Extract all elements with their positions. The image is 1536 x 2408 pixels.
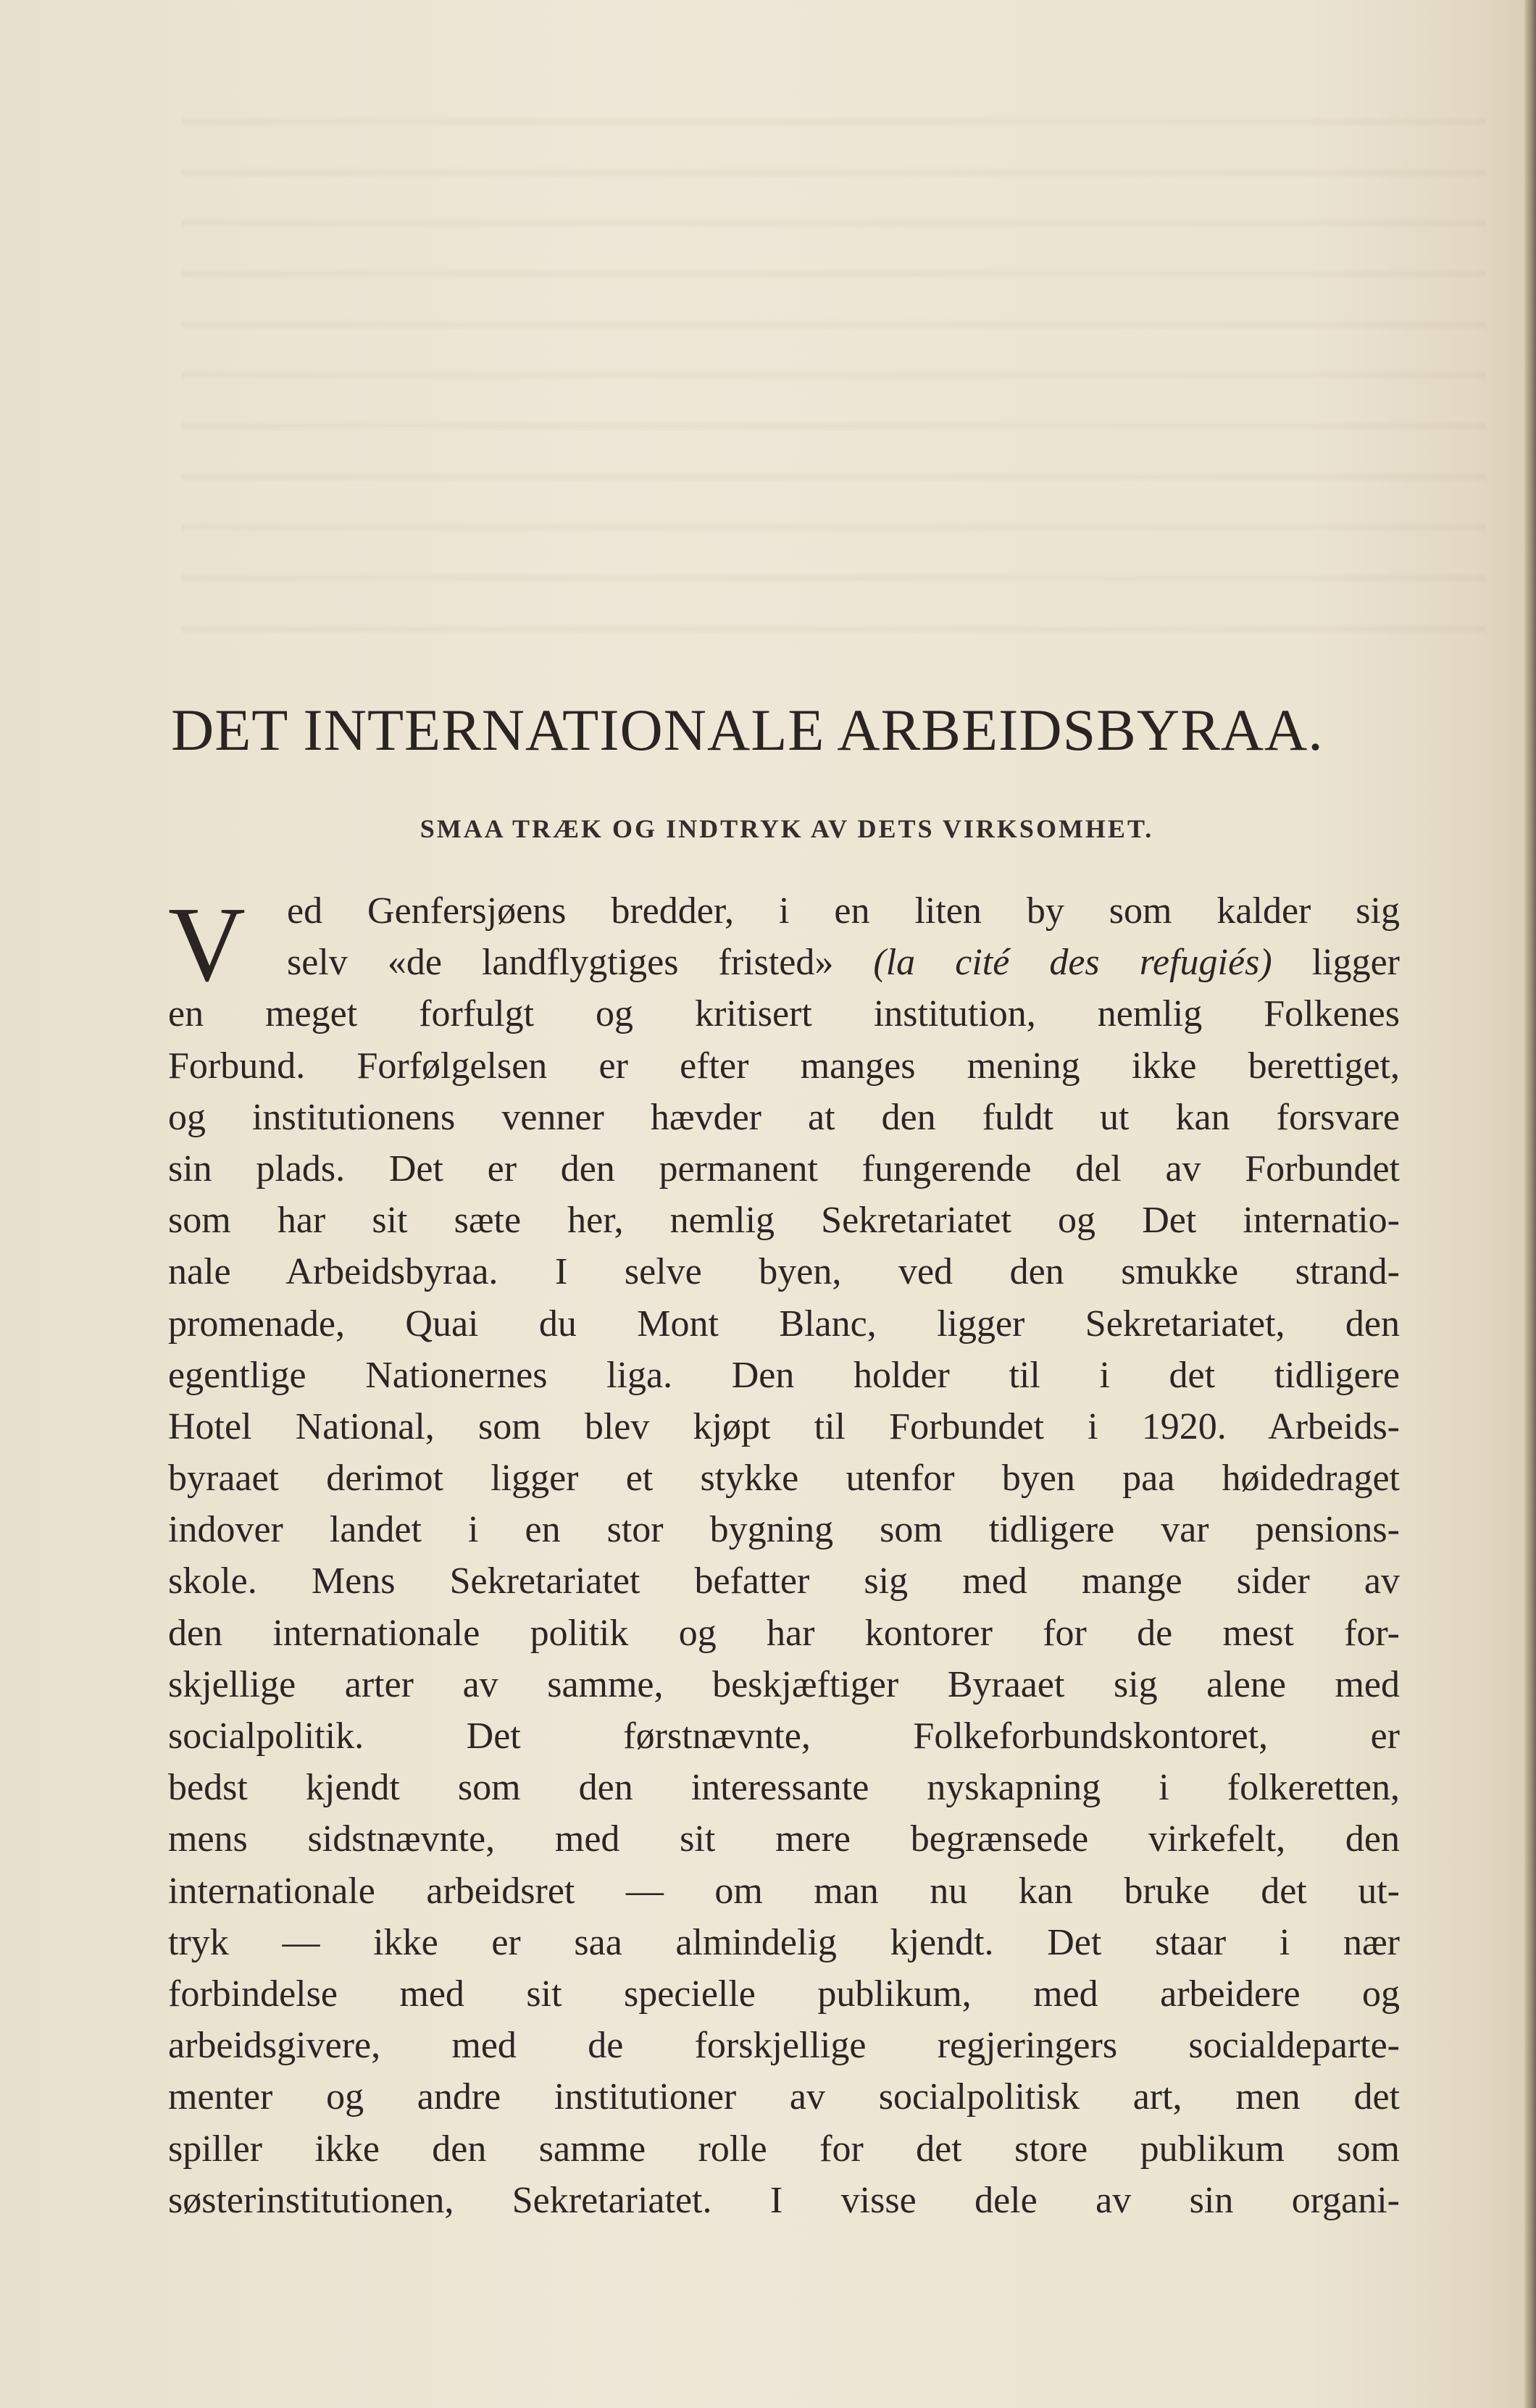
body-line: en meget forfulgt og kritisert institution, nemlig Folkenes (168, 993, 1400, 1035)
body-line: socialpolitik. Det førstnævnte, Folkeforbundskontoret, er (168, 1715, 1400, 1757)
body-text: selv «de landflygtiges fristed» (287, 942, 834, 984)
body-line: indover landet i en stor bygning som tidligere var pensions- (168, 1509, 1400, 1551)
page-edge (1524, 0, 1536, 2408)
body-line: ed Genfersjøens bredder, i en liten by som kalder sig (287, 890, 1400, 932)
body-line: skjellige arter av samme, beskjæftiger Byraaet sig alene med (168, 1663, 1400, 1705)
article-title: DET INTERNATIONALE ARBEIDSBYRAA. (171, 697, 1324, 763)
body-line: spiller ikke den samme rolle for det store publikum som (168, 2128, 1400, 2170)
body-line (168, 937, 1400, 988)
body-line: arbeidsgivere, med de forskjellige regjeringers socialdeparte- (168, 2025, 1400, 2067)
body-line: og institutionens venner hævder at den fuldt ut kan forsvare (168, 1096, 1400, 1138)
body-line: den internationale politik og har kontorer for de mest for- (168, 1612, 1400, 1654)
body-line: sin plads. Det er den permanent fungerende del av Forbundet (168, 1147, 1400, 1190)
body-line: promenade, Quai du Mont Blanc, ligger Sekretariatet, den (168, 1303, 1400, 1345)
body-line: skole. Mens Sekretariatet befatter sig med mange sider av (168, 1560, 1400, 1602)
italic-phrase: (la cité des refugiés) (873, 942, 1272, 984)
body-line: Hotel National, som blev kjøpt til Forbundet i 1920. Arbeids- (168, 1405, 1400, 1447)
body-line: Forbund. Forfølgelsen er efter manges mening ikke berettiget, (168, 1045, 1400, 1087)
body-line: mens sidstnævnte, med sit mere begrænsede virkefelt, den (168, 1818, 1400, 1860)
body-line: som har sit sæte her, nemlig Sekretariatet og Det internatio- (168, 1200, 1400, 1242)
body-line: tryk — ikke er saa almindelig kjendt. Det staar i nær (168, 1921, 1400, 1963)
body-line: søsterinstitutionen, Sekretariatet. I visse dele av sin organi- (168, 2179, 1400, 2221)
body-line: internationale arbeidsret — om man nu kan bruke det ut- (168, 1870, 1400, 1912)
drop-cap: V (168, 885, 246, 1004)
body-line: nale Arbeidsbyraa. I selve byen, ved den smukke strand- (168, 1251, 1400, 1293)
body-line: menter og andre institutioner av socialpolitisk art, men det (168, 2076, 1400, 2118)
body-line: bedst kjendt som den interessante nyskapning i folkeretten, (168, 1767, 1400, 1809)
body-text: ligger (1311, 942, 1400, 984)
article-body (168, 885, 1400, 2226)
body-line: byraaet derimot ligger et stykke utenfor byen paa høidedraget (168, 1458, 1400, 1500)
body-line: egentlige Nationernes liga. Den holder til i det tidligere (168, 1354, 1400, 1396)
body-line: forbindelse med sit specielle publikum, med arbeidere og (168, 1973, 1400, 2015)
article-subtitle: SMAA TRÆK OG INDTRYK AV DETS VIRKSOMHET. (420, 814, 1154, 843)
show-through-text (181, 87, 1485, 652)
